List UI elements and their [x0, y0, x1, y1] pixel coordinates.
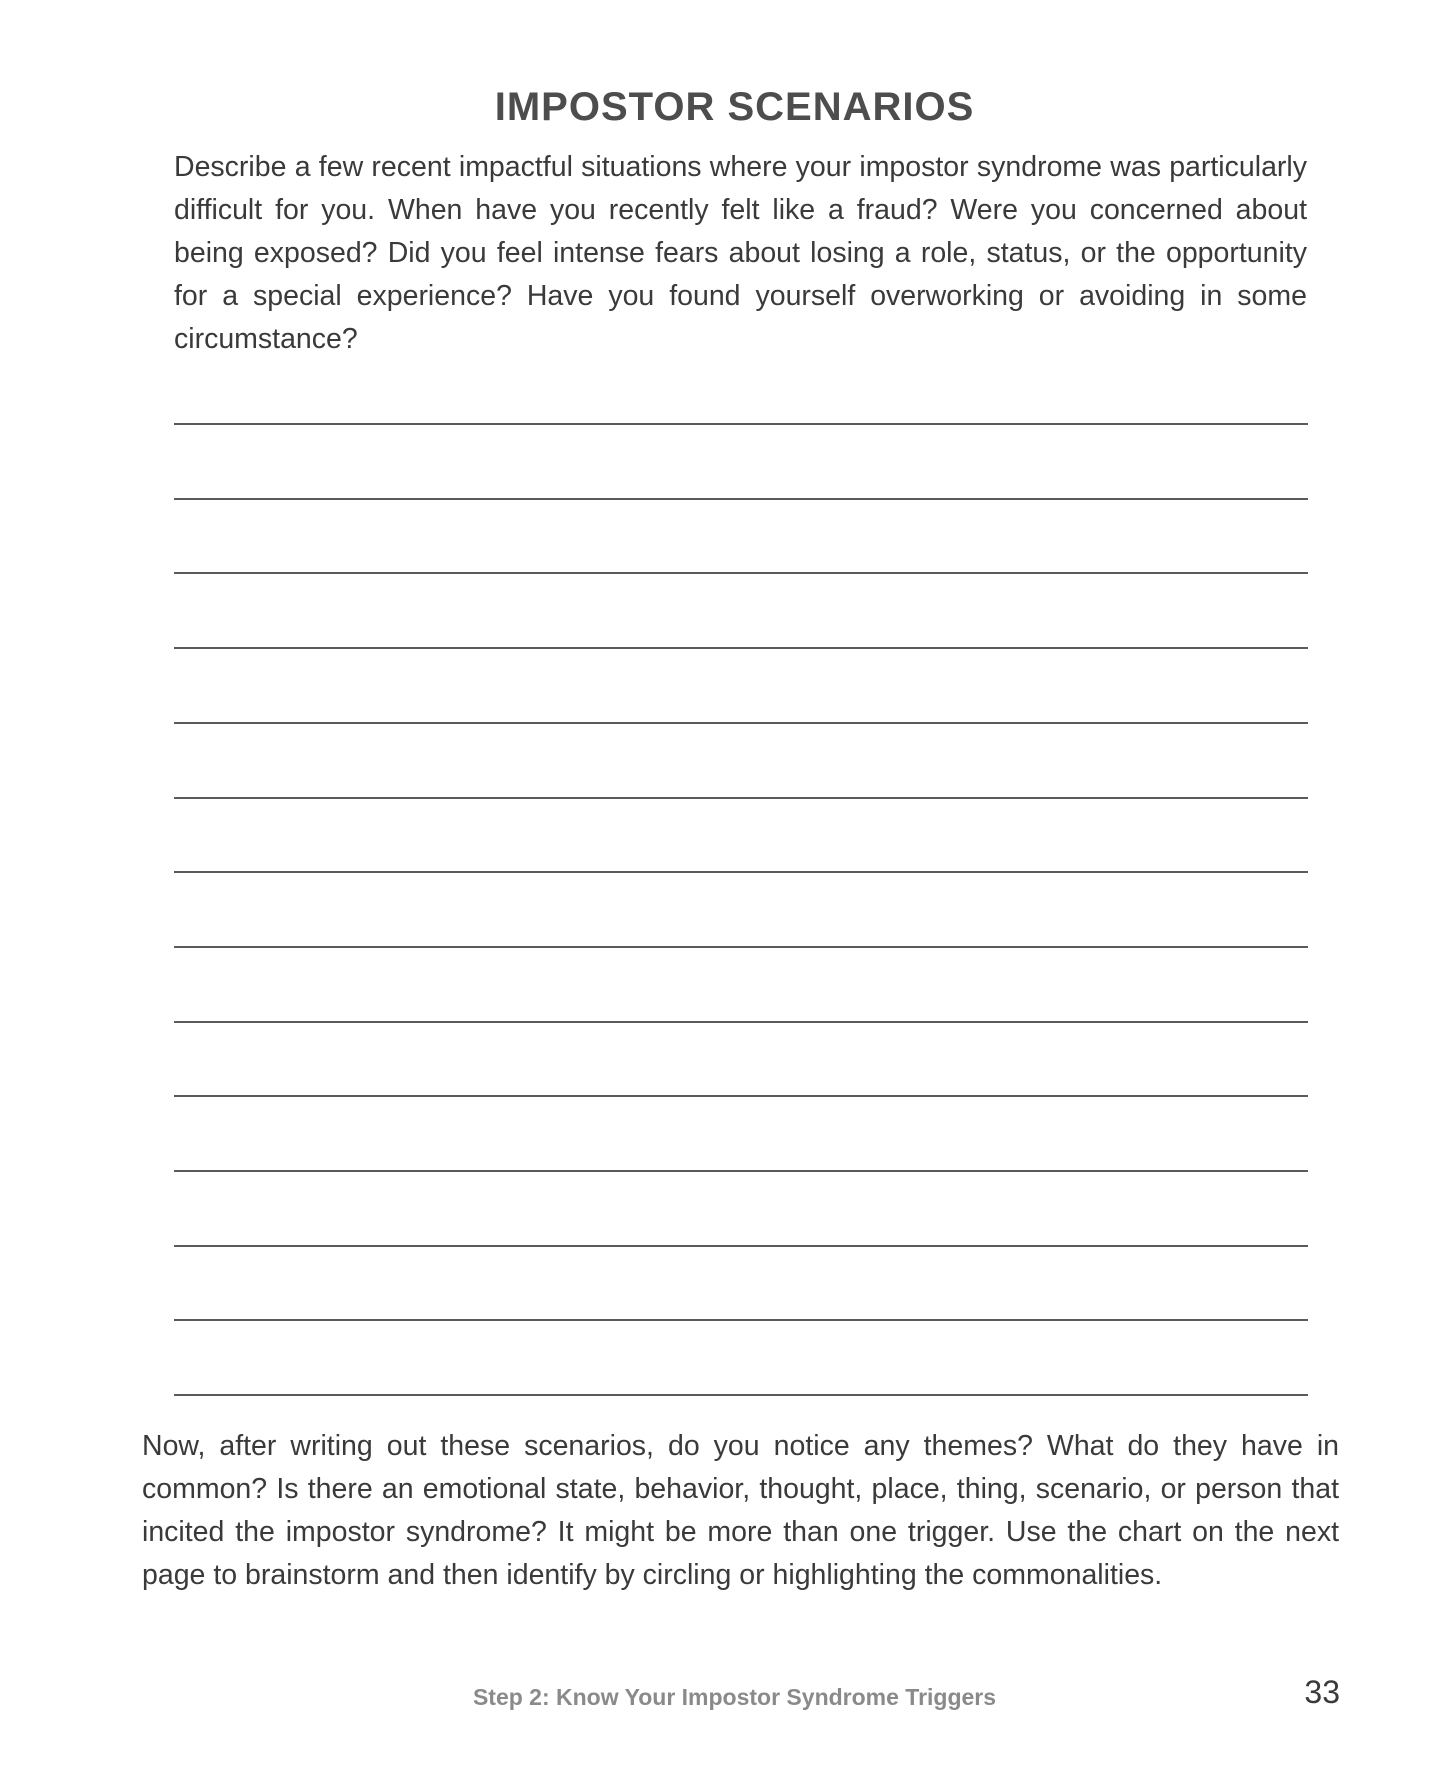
- answer-line[interactable]: [174, 1095, 1308, 1097]
- answer-line[interactable]: [174, 797, 1308, 799]
- answer-line[interactable]: [174, 871, 1308, 873]
- running-footer: Step 2: Know Your Impostor Syndrome Triggers: [472, 1684, 997, 1710]
- page-number: 33: [1304, 1674, 1340, 1710]
- answer-line[interactable]: [174, 1319, 1308, 1321]
- answer-line[interactable]: [174, 1394, 1308, 1396]
- intro-prompt: Describe a few recent impactful situations where your impostor syndrome was particularly difficult for you. When have you recently felt like a fraud? Were you concerned about being exposed? Did you feel intense fears about losing a role, status, or the opportunity for a special experience? Have you found yourself overworking or avoiding in some circumstance?: [174, 151, 1307, 355]
- answer-line[interactable]: [174, 1245, 1308, 1247]
- answer-line[interactable]: [174, 1021, 1308, 1023]
- answer-line[interactable]: [174, 423, 1308, 425]
- follow-up-prompt: Now, after writing out these scenarios, do you notice any themes? What do they have in common? Is there an emotional state, behavior, thought, place, thing, scenario, or person that incited the impostor syndrome? It might be more than one trigger. Use the chart on the next page to brainstorm and then identify by circling or highlighting the commonalities.: [142, 1430, 1339, 1591]
- page-title: IMPOSTOR SCENARIOS: [494, 85, 975, 129]
- answer-line[interactable]: [174, 498, 1308, 500]
- answer-line[interactable]: [174, 946, 1308, 948]
- answer-line[interactable]: [174, 1170, 1308, 1172]
- answer-line[interactable]: [174, 647, 1308, 649]
- answer-line[interactable]: [174, 572, 1308, 574]
- answer-line[interactable]: [174, 722, 1308, 724]
